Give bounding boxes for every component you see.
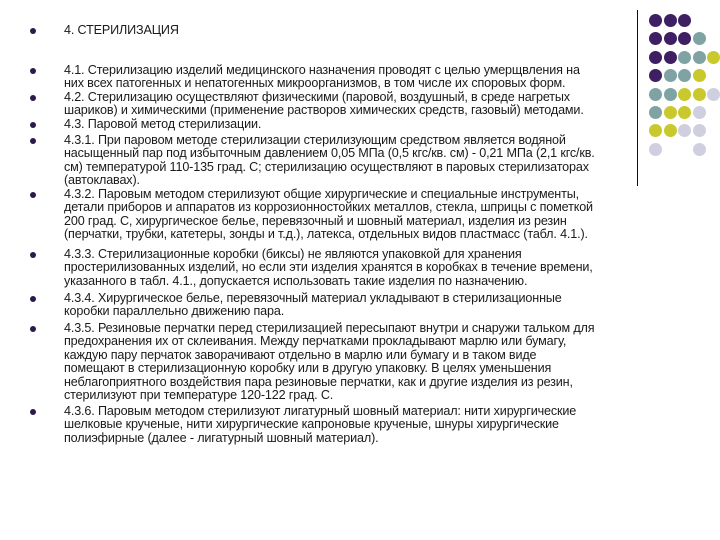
- decorative-dot: [649, 69, 662, 82]
- text-line: (перчатки, трубки, катетеры, зонды и т.д.), латекса, отдельных видов пластмасс (табл. 4.1.).: [64, 227, 588, 242]
- decorative-dot: [664, 14, 677, 27]
- text-line: 4. СТЕРИЛИЗАЦИЯ: [64, 23, 179, 37]
- decorative-dot: [678, 14, 691, 27]
- decorative-dot: [707, 69, 720, 82]
- bullet-icon: [30, 252, 36, 258]
- list-item-text: [64, 292, 562, 319]
- bullet-icon: [30, 192, 36, 198]
- decorative-dot: [664, 106, 677, 119]
- text-line: 4.3.3. Стерилизационные коробки (биксы) не являются упаковкой для хранения: [64, 247, 522, 261]
- decorative-dot: [678, 124, 691, 137]
- list-item-text: [64, 24, 179, 37]
- text-line: стерилизуют при температуре 120-122 град. С.: [64, 387, 334, 402]
- decorative-dot: [693, 88, 706, 101]
- list-item: [30, 248, 593, 288]
- decorative-dot: [678, 88, 691, 101]
- text-line: указанного в табл. 4.1., допускается использовать такие изделия по назначению.: [64, 273, 528, 288]
- decorative-dot: [678, 106, 691, 119]
- decorative-dot: [649, 32, 662, 45]
- text-line: 4.3.2. Паровым методом стерилизуют общие хирургические и специальные инструменты,: [64, 187, 579, 201]
- text-line: (автоклавах).: [64, 173, 140, 188]
- list-item: [30, 24, 179, 37]
- decorative-dot: [707, 106, 720, 119]
- text-line: полиэфирные (далее - лигатурный шовный материал).: [64, 430, 379, 445]
- list-item-text: [64, 118, 261, 131]
- decorative-dot: [693, 143, 706, 156]
- decorative-dot: [664, 32, 677, 45]
- bullet-icon: [30, 95, 36, 101]
- bullet-icon: [30, 122, 36, 128]
- decorative-dot: [664, 88, 677, 101]
- text-line: 4.3.1. При паровом методе стерилизации стерилизующим средством является водяной: [64, 133, 566, 147]
- decorative-dot: [649, 124, 662, 137]
- decorative-dot: [693, 51, 706, 64]
- decorative-dot: [649, 88, 662, 101]
- decorative-dot: [664, 69, 677, 82]
- list-item: [30, 405, 576, 445]
- decorative-dot: [707, 14, 720, 27]
- text-line: насыщенный пар под избыточным давлением 0,05 МПа (0,5 кгс/кв. см) - 0,21 МПа (2,1 кгс/кв.: [64, 146, 595, 161]
- bullet-icon: [30, 296, 36, 302]
- text-line: 4.3.5. Резиновые перчатки перед стерилизацией пересыпают внутри и снаружи тальком для: [64, 321, 595, 335]
- decorative-dot: [707, 88, 720, 101]
- text-line: 4.3.4. Хирургическое белье, перевязочный материал укладывают в стерилизационные: [64, 291, 562, 305]
- text-line: каждую пару перчаток заворачивают отдельно в марлю или бумагу и в таком виде: [64, 347, 537, 362]
- decorative-dot: [649, 14, 662, 27]
- list-item-text: [64, 248, 593, 288]
- list-item-text: [64, 64, 580, 91]
- bullet-icon: [30, 326, 36, 332]
- decorative-dot-grid: [649, 14, 720, 161]
- list-item-text: [64, 405, 576, 445]
- decorative-dot: [678, 69, 691, 82]
- bullet-icon: [30, 409, 36, 415]
- decorative-dot: [678, 143, 691, 156]
- decorative-dot: [693, 124, 706, 137]
- decorative-dot: [707, 143, 720, 156]
- decorative-dot: [649, 106, 662, 119]
- text-line: простерилизованных изделий, но если эти изделия хранятся в коробках в течение времени,: [64, 260, 593, 275]
- text-line: предохранения их от склеивания. Между перчатками прокладывают марлю или бумагу,: [64, 334, 567, 349]
- list-item: [30, 292, 562, 319]
- decorative-dot: [693, 32, 706, 45]
- decorative-dot: [707, 51, 720, 64]
- text-line: помещают в стерилизационную коробку или в другую упаковку. В целях уменьшения: [64, 361, 552, 376]
- decorative-dot: [707, 124, 720, 137]
- decorative-dot: [678, 32, 691, 45]
- list-item-text: [64, 134, 595, 188]
- decorative-dot: [678, 51, 691, 64]
- text-line: 200 град. С, хирургическое белье, перевязочный и шовный материал, изделия из резин: [64, 213, 567, 228]
- text-line: детали приборов и аппаратов из коррозионностойких металлов, стекла, шприцы с пометкой: [64, 200, 593, 215]
- text-line: см) температурой 110-135 град. С; стерилизацию осуществляют в паровых стерилизаторах: [64, 159, 589, 174]
- list-item-text: [64, 91, 584, 118]
- list-item-text: [64, 322, 594, 402]
- decorative-dot: [664, 51, 677, 64]
- text-line: 4.2. Стерилизацию осуществляют физическими (паровой, воздушный, в среде нагретых: [64, 90, 570, 104]
- decorative-dot: [649, 143, 662, 156]
- decorative-dot: [664, 124, 677, 137]
- decorative-dot: [693, 106, 706, 119]
- text-line: коробки параллельно движению пара.: [64, 304, 285, 319]
- decorative-dot: [664, 143, 677, 156]
- text-line: 4.3.6. Паровым методом стерилизуют лигатурный шовный материал: нити хирургические: [64, 404, 577, 418]
- text-line: 4.1. Стерилизацию изделий медицинского назначения проводят с целью умерщвления на: [64, 63, 580, 77]
- bullet-icon: [30, 68, 36, 74]
- list-item: [30, 91, 584, 118]
- list-item: [30, 118, 261, 131]
- decorative-dot: [693, 14, 706, 27]
- text-line: шариков) и химическими (применение растворов химических средств, газовый) методами.: [64, 103, 584, 118]
- bullet-icon: [30, 138, 36, 144]
- list-item-text: [64, 188, 593, 242]
- decorative-vertical-line: [637, 10, 638, 186]
- bullet-icon: [30, 28, 36, 34]
- text-line: неблагоприятного воздействия пара резиновые перчатки, как и другие изделия из резин,: [64, 374, 573, 389]
- list-item: [30, 188, 593, 242]
- text-line: них всех патогенных и непатогенных микроорганизмов, в том числе их споровых форм.: [64, 76, 566, 91]
- list-item: [30, 64, 580, 91]
- text-line: шелковые крученые, нити хирургические капроновые крученые, шнуры хирургические: [64, 417, 559, 432]
- list-item: [30, 322, 594, 402]
- decorative-dot: [707, 32, 720, 45]
- list-item: [30, 134, 595, 188]
- decorative-dot: [649, 51, 662, 64]
- text-line: 4.3. Паровой метод стерилизации.: [64, 117, 262, 131]
- decorative-dot: [693, 69, 706, 82]
